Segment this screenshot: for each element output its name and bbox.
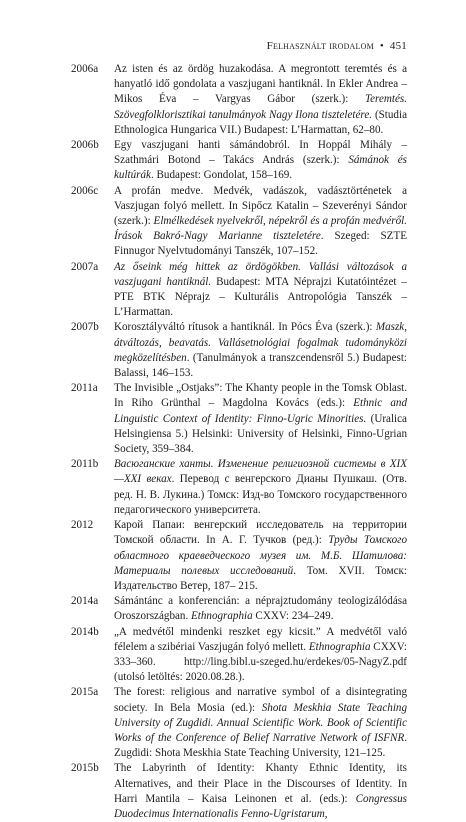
entry-text-segment: „A medvétől mindenki reszket egy kicsit.” A medvétől való félelem a szibériai Vaszjugán folyó mellett. — [114, 625, 407, 653]
bibliography-entry — [71, 138, 407, 184]
entry-text — [114, 761, 407, 822]
entry-key: 2006c — [71, 184, 99, 197]
bibliography-entry — [71, 260, 407, 321]
entry-text-segment: . Szeged: SZTE Finnugor Nyelvtudományi Tanszék, 107–152. — [114, 230, 407, 258]
entry-text-segment: . (Tanulmányok a transzcendensről 5.) Budapest: Balassi, 146–153. — [114, 351, 407, 380]
entry-key: 2007b — [71, 321, 99, 334]
entry-key: 2014b — [71, 625, 99, 638]
entry-text-segment: . Перевод с венгерского Дианы Пушкаш. (Отв. ред. Н. В. Лукина.) Томск: Изд-во Томского государственного педагогического университета. — [114, 473, 407, 516]
entry-text — [114, 260, 407, 321]
entry-text-segment: . Budapest: Gondolat, 158–169. — [150, 169, 293, 182]
entry-text — [114, 685, 407, 761]
bibliography-entry — [71, 457, 407, 518]
running-title: Felhasznált irodalom — [266, 40, 374, 52]
entry-text-italic: Sámánok és kultúrák — [114, 154, 407, 182]
bibliography-entry — [71, 184, 407, 260]
entry-key: 2015b — [71, 762, 99, 775]
entry-text — [114, 138, 407, 184]
bibliography-entry — [71, 518, 407, 594]
entry-text-italic: Ethnic and Linguistic Context of Identity: Finno-Ugric Minorities. — [114, 397, 407, 425]
entry-text-segment: Korosztályváltó rítusok a hantiknál. In Pócs Éva (szerk.): — [114, 321, 376, 334]
entry-text-segment: The Invisible „Ostjaks”: The Khanty people in the Tomsk Oblast. In Riho Grünthal – Magdolna Kovács (eds.): — [114, 382, 407, 410]
entry-text-italic: Maszk, átváltozás, beavatás. Vallásetnológiai fogalmak tudományközi megközelítésben — [114, 321, 407, 364]
entry-text — [114, 184, 407, 260]
entry-text-italic: Congressus Duodecimus Internationalis Fenno-Ugristarum, — [114, 792, 407, 820]
entry-text — [114, 594, 407, 624]
entry-key: 2012 — [71, 519, 94, 532]
entry-text-segment: Budapest: MTA Néprajzi Kutatóintézet – PTE BTK Néprajz – Kulturális Antropológia Tanszék – L’Harmattan. — [114, 275, 407, 319]
entry-key: 2006a — [71, 63, 99, 75]
entry-text — [114, 518, 407, 594]
entry-key: 2007a — [71, 260, 99, 273]
entry-text — [114, 320, 407, 381]
entry-key: 2014a — [71, 595, 99, 608]
entry-key: 2011a — [71, 382, 98, 395]
entry-key: 2006b — [71, 139, 99, 152]
entry-text — [114, 625, 407, 686]
running-header — [267, 40, 407, 52]
header-separator: • — [379, 40, 384, 52]
entry-key: 2015a — [71, 686, 99, 699]
entry-text-italic: Shota Meskhia State Teaching University of Zugdidi. Annual Scientific Work. Book of Scientific Works of the Conference of Belief Narrative Network of ISFNR — [114, 701, 407, 744]
bibliography-entry — [71, 594, 407, 624]
entry-text-italic: Васюганские ханты. Изменение религиозной системы в XIX—XXI веках — [114, 458, 407, 486]
entry-text-segment: The Labyrinth of Identity: Khanty Ethnic Identity, its Alternatives, and their Place in the Discourses of Identity. In Harri Mantila – Kaisa Leinonen et al. (eds.): — [114, 762, 407, 805]
entry-text — [114, 381, 407, 457]
entry-text-segment: Egy vaszjugani hanti sámándobról. In Hoppál Mihály – Szathmári Botond – Takács András (szerk.): — [114, 139, 407, 167]
bibliography-entry — [71, 381, 407, 457]
entry-text-segment: Карой Папаи: венгерский исследователь на территории Томской области. In А. Г. Тучков (ред.): — [114, 519, 407, 547]
entry-text-segment: . Zugdidi: Shota Meskhia State Teaching University, 121–125. — [114, 731, 407, 760]
entry-text-italic: Труды Томского областного краеведческого музея им. М.Б. Шатилова: Материалы полевых исследований — [114, 534, 407, 577]
entry-text-italic: Teremtés. Szövegfolklorisztikai tanulmányok Nagy Ilona tiszteletére. — [114, 93, 407, 121]
bibliography-list — [71, 62, 407, 822]
entry-text-segment: (Uralica Helsingiensa 5.) Helsinki: University of Helsinki, Finno-Ugrian Society, 359–384. — [114, 412, 407, 456]
entry-text-segment: (Studia Ethnologica Hungarica VII.) Budapest: L’Harmattan, 62–80. — [114, 108, 407, 136]
bibliography-entry — [71, 320, 407, 381]
entry-key: 2011b — [71, 458, 99, 471]
entry-text-italic: Az őseink még hittek az ördögökben. Vallási változások a vaszjugani hantiknál. — [114, 260, 407, 288]
entry-text-segment: A profán medve. Medvék, vadászok, vadásztörténetek a Vaszjugan folyó mellett. In Sipőcz Katalin – Szeverényi Sándor (szerk.): — [114, 184, 407, 228]
entry-text-segment: CXXV: 234–249. — [252, 610, 334, 623]
entry-text-italic: Ethnographia — [308, 640, 371, 653]
entry-text-segment: Sámántánc a konferencián: a néprajztudomány teologizálódása Oroszországban. — [114, 595, 407, 623]
entry-text — [114, 62, 407, 138]
entry-text — [114, 457, 407, 518]
bibliography-entry — [71, 625, 407, 686]
entry-text-segment: The forest: religious and narrative symbol of a disintegrating society. In Bela Mosia (ed.): — [114, 686, 407, 714]
entry-text-italic: Ethnographia — [191, 610, 253, 623]
entry-text-segment: . Том. XVII. Томск: Издательство Ветер, 187– 215. — [114, 564, 407, 592]
entry-text-segment: Az isten és az ördög huzakodása. A megrontott teremtés és a hanyatló idő gondolata a vaszjugani hantiknál. In Ekler Andrea – Mikos Éva – Vargyas Gábor (szerk.): — [114, 63, 407, 106]
page-number: 451 — [389, 40, 407, 52]
entry-text-segment: CXXV: 333–360. http://ling.bibl.u-szeged.hu/erdekes/05-NagyZ.pdf (utolsó letöltés: 2020.08.28.). — [114, 640, 407, 684]
bibliography-entry — [71, 685, 407, 761]
bibliography-entry — [71, 62, 407, 138]
entry-text-italic: Elmélkedések nyelvekről, népekről és a profán medvéről. Írások Bakró-Nagy Marianne tiszteletére — [114, 215, 407, 243]
bibliography-entry — [71, 761, 407, 822]
